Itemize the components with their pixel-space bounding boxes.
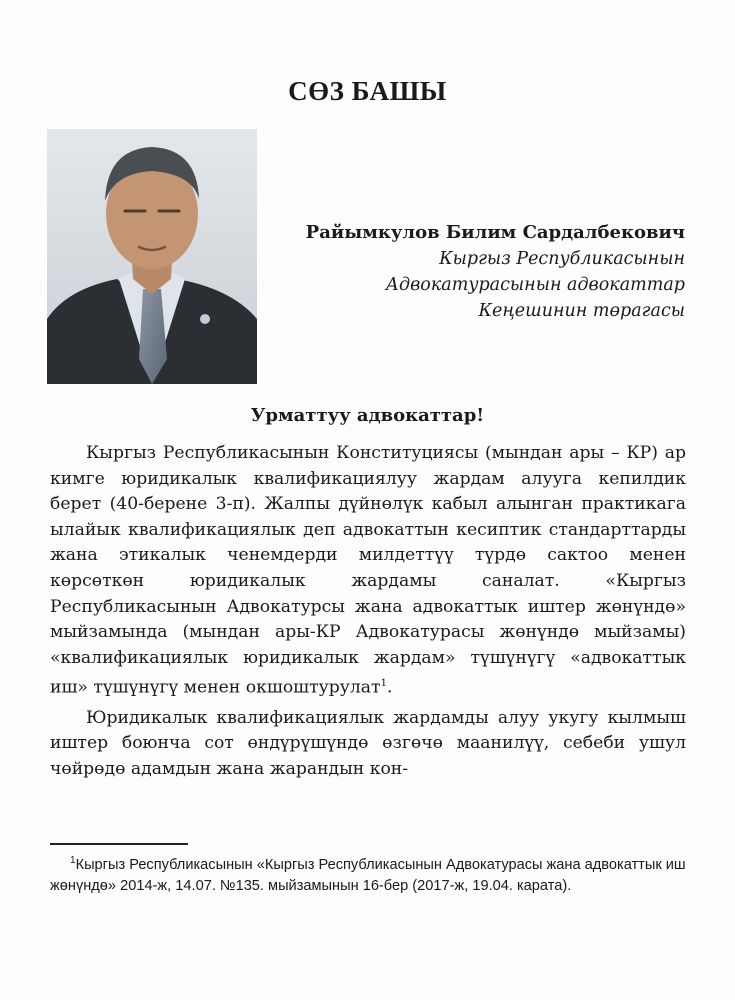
paragraph-2-text: Юридикалык квалификациялык жардамды алуу укугу кылмыш иштер боюнча сот өндүрүшүндө өзгөчө маанилүү, себеби ушул чөйрөдө адамдын жана жарандын кон- — [50, 707, 686, 779]
author-name: Райымкулов Билим Сардалбекович — [305, 222, 685, 243]
author-role-line-3: Кеңешинин төрагасы — [478, 301, 685, 321]
page-title: СӨЗ БАШЫ — [288, 76, 447, 106]
author-role-line-1: Кыргыз Республикасынын — [439, 249, 685, 269]
footnote-ref[interactable]: 1 — [380, 678, 387, 690]
author-block — [306, 220, 685, 324]
paragraph-1-text: Кыргыз Республикасынын Конституциясы (мындан ары – КР) ар кимге юридикалык квалификациялуу жардам алууга кепилдик берет (40-берене 3-п). Жалпы дүйнөлүк кабыл алынган практикага ылайык квалификациялык деп адвокаттын кесиптик стандарттарды жана этикалык ченемдерди милдеттүү түрдө сактоо менен көрсөткөн юридикалык жардамы саналат. «Кыргыз Республикасынын Адвокатурсы жана адвокаттык иштер жөнүндө» мыйзамында (мындан ары-КР Адвокатурасы жөнүндө мыйзамы) «квалификациялык юридикалык жардам» түшүнүгү «адвокаттык иш» түшүнүгү менен окшоштурулат — [50, 443, 686, 699]
footnote-separator — [50, 843, 188, 845]
paragraph-2 — [50, 706, 686, 783]
body-text — [50, 441, 686, 786]
author-role-line-2: Адвокатурасынын адвокаттар — [385, 275, 685, 295]
footnote-marker: 1 — [70, 855, 76, 866]
paragraph-1: Кыргыз Республикасынын Конституциясы (мындан ары – КР) ар кимге юридикалык квалификациялуу жардам алууга кепилдик берет (40-берене 3-п). Жалпы дүйнөлүк кабыл алынган практикага ылайык квалификациялык деп адвокаттын кесиптик стандарттарды жана этикалык ченемдерди милдеттүү түрдө сактоо менен көрсөткөн юридикалык жардамы саналат. «Кыргыз Республикасынын Адвокатурсы жана адвокаттык иштер жөнүндө» мыйзамында (мындан ары-КР Адвокатурасы жөнүндө мыйзамы) «квалификациялык юридикалык жардам» түшүнүгү «адвокаттык иш» түшүнүгү менен окшоштурулат$^1$. — [50, 443, 686, 699]
footnote — [50, 850, 690, 897]
footnote-text: Кыргыз Республикасынын «Кыргыз Республикасынын Адвокатурасы жана адвокаттык иш жөнүндө» 2014-ж, 14.07. №135. мыйзамынын 16-бер (2017-ж, 19.04. карата). — [50, 856, 686, 894]
greeting-heading: Урматтуу адвокаттар! — [250, 405, 485, 426]
author-portrait — [47, 129, 257, 384]
